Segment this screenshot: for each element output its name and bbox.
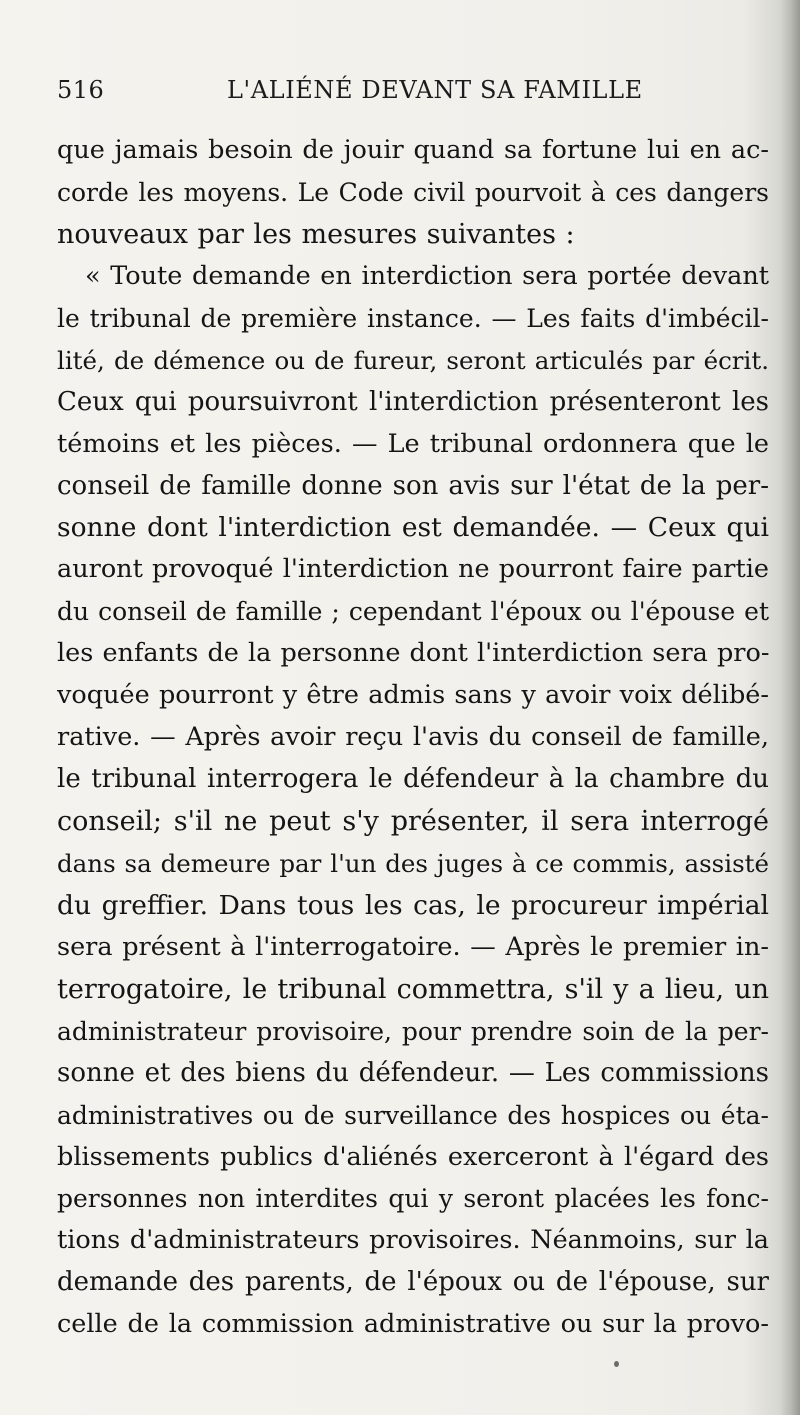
- text-line: nouveaux par les mesures suivantes :: [57, 218, 575, 250]
- text-line: lité, de démence ou de fureur, seront articulés par écrit.: [57, 345, 769, 375]
- text-line: sonne et des biens du défendeur. — Les commissions: [57, 1057, 769, 1088]
- text-line: administratives ou de surveillance des hospices ou éta-: [57, 1100, 769, 1130]
- text-line: demande des parents, de l'époux ou de l'épouse, sur: [57, 1267, 769, 1298]
- text-line: personnes non interdites qui y seront placées les fonc-: [57, 1184, 769, 1214]
- text-line: sera présent à l'interrogatoire. — Après le premier in-: [57, 931, 769, 962]
- text-line: blissements publics d'aliénés exerceront à l'égard des: [57, 1141, 769, 1172]
- text-line: les enfants de la personne dont l'interdiction sera pro-: [57, 638, 769, 669]
- body-text: [57, 130, 769, 1346]
- text-line: le tribunal de première instance. — Les faits d'imbécil-: [57, 303, 769, 333]
- running-title: L'ALIÉNÉ DEVANT SA FAMILLE: [227, 76, 643, 104]
- text-line: conseil; s'il ne peut s'y présenter, il sera interrogé: [57, 806, 769, 837]
- text-line: corde les moyens. Le Code civil pourvoit à ces dangers: [57, 177, 769, 207]
- ink-speck: [614, 1361, 619, 1367]
- text-line: dans sa demeure par l'un des juges à ce commis, assisté: [57, 848, 769, 878]
- text-line: rative. — Après avoir reçu l'avis du conseil de famille,: [57, 722, 769, 753]
- page-number: 516: [57, 76, 105, 104]
- text-line: conseil de famille donne son avis sur l'état de la per-: [57, 470, 769, 501]
- text-line: du greffier. Dans tous les cas, le procureur impérial: [57, 889, 769, 921]
- text-line: Ceux qui poursuivront l'interdiction présenteront les: [57, 386, 769, 417]
- text-line: sonne dont l'interdiction est demandée. — Ceux qui: [57, 512, 769, 544]
- text-line: du conseil de famille ; cependant l'époux ou l'épouse et: [57, 597, 769, 627]
- text-line: auront provoqué l'interdiction ne pourront faire partie: [57, 554, 769, 585]
- page-header: [57, 76, 767, 112]
- text-line: « Toute demande en interdiction sera portée devant: [85, 260, 769, 291]
- text-line: témoins et les pièces. — Le tribunal ordonnera que le: [57, 428, 769, 459]
- text-line: le tribunal interrogera le défendeur à la chambre du: [57, 764, 769, 795]
- text-line: tions d'administrateurs provisoires. Néanmoins, sur la: [57, 1225, 769, 1256]
- text-line: administrateur provisoire, pour prendre soin de la per-: [57, 1016, 769, 1046]
- text-line: terrogatoire, le tribunal commettra, s'il y a lieu, un: [57, 973, 769, 1005]
- text-line: voquée pourront y être admis sans y avoir voix délibé-: [57, 680, 769, 711]
- text-line: celle de la commission administrative ou sur la provo-: [57, 1309, 769, 1340]
- page-edge-shadow: [780, 0, 800, 1415]
- text-line: que jamais besoin de jouir quand sa fortune lui en ac-: [57, 135, 769, 165]
